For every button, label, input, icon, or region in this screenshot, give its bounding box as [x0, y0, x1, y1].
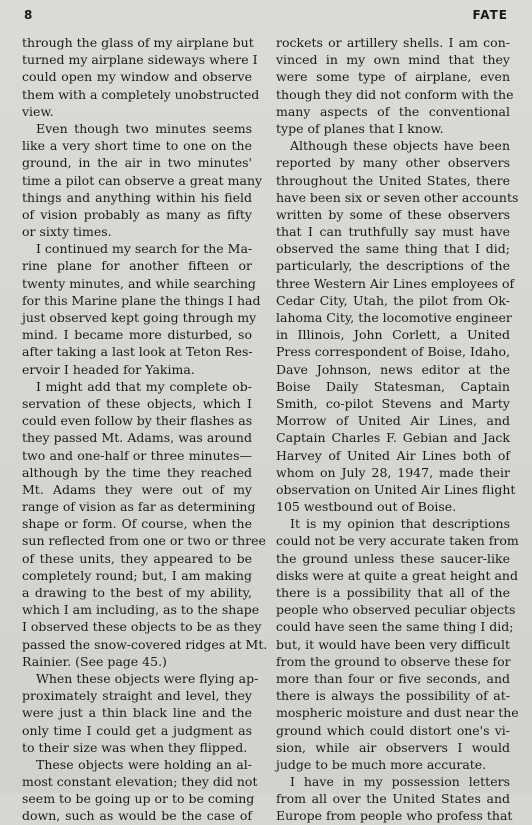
text-line: people who observed peculiar objects — [276, 602, 516, 618]
text-line: most constant elevation; they did not — [22, 774, 258, 790]
text-line: for this Marine plane the things I had — [22, 292, 261, 308]
text-line: although by the time they reached — [22, 464, 252, 480]
text-line: like a very short time to one on the — [22, 138, 252, 154]
text-line: judge to be much more accurate. — [276, 756, 487, 772]
text-line: from the ground to observe these for — [276, 653, 511, 669]
text-line: shape or form. Of course, when the — [22, 516, 252, 532]
text-line: seem to be going up or to be coming — [22, 791, 255, 807]
text-line: two and one-half or three minutes— — [22, 447, 252, 463]
text-line: down, such as would be the case of — [22, 808, 252, 824]
page-number: 8 — [24, 8, 33, 22]
text-line: I observed these objects to be as they — [22, 619, 262, 635]
text-line: Mt. Adams they were out of my — [22, 481, 252, 497]
text-line: could not be very accurate taken from — [276, 533, 519, 549]
text-line: whom on July 28, 1947, made their — [276, 464, 510, 480]
text-line: from all over the United States and — [276, 791, 510, 807]
text-line: mospheric moisture and dust near the — [276, 705, 519, 721]
text-line: could open my window and observe — [22, 69, 252, 85]
text-line: or sixty times. — [22, 224, 112, 240]
text-line: a drawing to the best of my ability, — [22, 585, 252, 600]
text-line: that I can truthfully say must have — [276, 224, 510, 240]
text-line: observed the same thing that I did; — [276, 241, 510, 257]
text-line: in Illinois, John Corlett, a United — [276, 327, 510, 343]
text-line: rockets or artillery shells. I am con- — [276, 35, 510, 50]
text-line: reported by many other observers — [276, 155, 510, 171]
text-line: particularly, the descriptions of the — [276, 258, 510, 274]
text-line: things and anything within his field — [22, 189, 252, 205]
text-line: but, it would have been very difficult — [276, 636, 510, 652]
text-line: more than four or five seconds, and — [276, 670, 510, 686]
text-line: Press correspondent of Boise, Idaho, — [276, 344, 510, 360]
text-line: rine plane for another fifteen or — [22, 258, 252, 274]
text-line: Dave Johnson, news editor at the — [276, 361, 510, 377]
text-line: servation of these objects, which I — [22, 395, 252, 411]
text-line: view. — [22, 103, 54, 119]
left-text-column — [22, 34, 268, 825]
text-line: ground which could distort one's vi- — [276, 722, 510, 738]
text-line: Morrow of United Air Lines, and — [276, 413, 510, 429]
text-line: proximately straight and level, they — [22, 688, 252, 704]
text-line: they passed Mt. Adams, was around — [22, 430, 252, 446]
text-line: though they did not conform with the — [276, 86, 514, 102]
text-line: lahoma City, the locomotive engineer — [276, 310, 512, 325]
text-line: them with a completely unobstructed — [22, 86, 260, 102]
text-line: mind. I became more disturbed, so — [22, 327, 252, 343]
text-line: type of planes that I know. — [276, 120, 444, 136]
text-line: Smith, co-pilot Stevens and Marty — [276, 395, 510, 411]
text-line: turned my airplane sideways where I — [22, 52, 258, 68]
text-line: were just a thin black line and the — [22, 705, 252, 721]
text-line: there is always the possibility of at- — [276, 688, 510, 704]
text-line: vinced in my own mind that they — [276, 52, 510, 68]
text-line: the ground unless these saucer-like — [276, 550, 510, 566]
text-line: Even though two minutes seems — [36, 120, 252, 136]
text-line: Boise Daily Statesman, Captain — [276, 378, 510, 394]
text-line: disks were at quite a great height and — [276, 567, 518, 583]
text-line: observation on United Air Lines flight — [276, 481, 516, 497]
text-line: ervoir I headed for Yakima. — [22, 361, 195, 377]
text-line: written by some of these observers — [276, 206, 510, 222]
text-line: twenty minutes, and while searching — [22, 275, 256, 291]
text-line: Cedar City, Utah, the pilot from Ok- — [276, 292, 510, 308]
text-line: Europe from people who profess that — [276, 808, 513, 824]
text-line: Captain Charles F. Gebian and Jack — [276, 430, 510, 446]
text-line: ground, in the air in two minutes' — [22, 155, 252, 171]
text-line: Although these objects have been — [290, 138, 510, 154]
text-line: I might add that my complete ob- — [36, 378, 252, 394]
text-line: could have seen the same thing I did; — [276, 619, 514, 635]
text-line: When these objects were flying ap- — [36, 670, 259, 686]
right-text-column — [276, 34, 519, 825]
text-line: were some type of airplane, even — [276, 69, 510, 85]
text-line: to their size was when they flipped. — [22, 739, 248, 755]
text-line: could even follow by their flashes as — [22, 413, 253, 429]
text-line: 105 westbound out of Boise. — [276, 499, 457, 515]
text-line: I continued my search for the Ma- — [36, 241, 253, 257]
text-line: sion, while air observers I would — [276, 739, 510, 755]
text-line: I have in my possession letters — [290, 774, 510, 790]
running-head: FATE — [472, 8, 508, 22]
text-line: Harvey of United Air Lines both of — [276, 447, 510, 463]
text-line: through the glass of my airplane but — [22, 35, 254, 50]
text-line: It is my opinion that descriptions — [290, 516, 510, 532]
text-line: three Western Air Lines employees of — [276, 275, 515, 291]
text-line: range of vision as far as determining — [22, 499, 256, 515]
text-line: have been six or seven other accounts — [276, 189, 519, 205]
text-line: of vision probably as many as fifty — [22, 206, 252, 222]
text-line: after taking a last look at Teton Res- — [22, 344, 253, 360]
page-header — [0, 8, 532, 28]
text-line: only time I could get a judgment as — [22, 722, 252, 738]
text-line: there is a possibility that all of the — [276, 585, 510, 600]
text-line: Rainier. (See page 45.) — [22, 653, 167, 669]
text-line: time a pilot can observe a great many — [22, 172, 263, 188]
text-line: sun reflected from one or two or three — [22, 533, 266, 549]
text-line: which I am including, as to the shape — [22, 602, 260, 618]
text-line: These objects were holding an al- — [36, 756, 252, 772]
text-line: many aspects of the conventional — [276, 103, 510, 119]
text-line: completely round; but, I am making — [22, 567, 252, 583]
text-line: of these units, they appeared to be — [22, 550, 252, 566]
text-line: passed the snow-covered ridges at Mt. — [22, 636, 268, 652]
text-line: throughout the United States, there — [276, 172, 510, 188]
text-line: just observed kept going through my — [22, 310, 257, 325]
